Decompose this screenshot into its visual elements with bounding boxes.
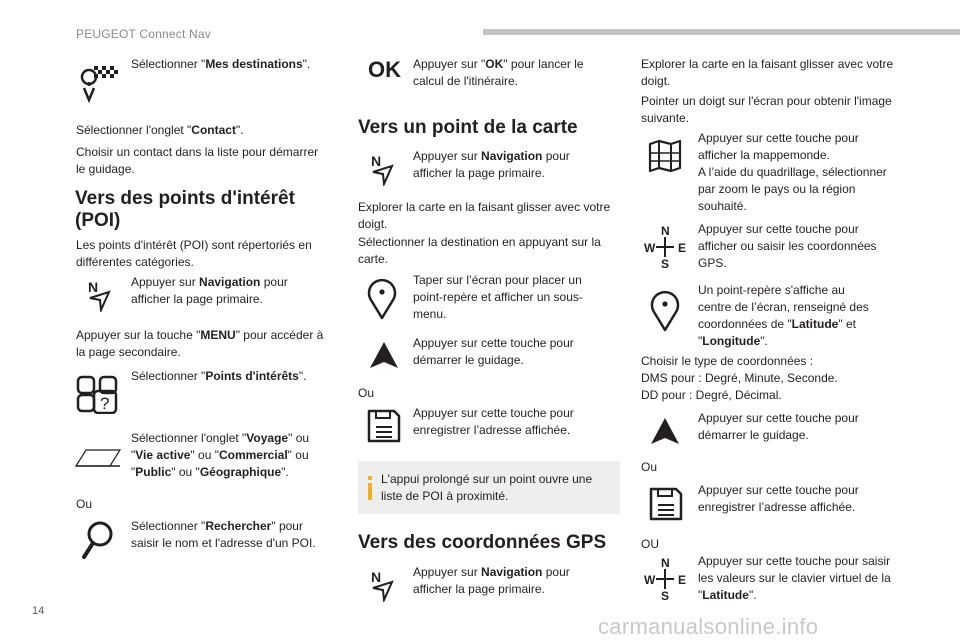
svg-text:S: S [661, 257, 670, 270]
point-finger-text: Pointer un doigt sur l'écran pour obtenir l'image suivante. [641, 94, 892, 125]
press-ok-text: Appuyer sur "OK" pour lancer le calcul de l'itinéraire. [413, 57, 584, 88]
svg-text:N: N [371, 153, 382, 169]
compass-coordinates-icon [643, 224, 687, 270]
coordinate-type-text: Choisir le type de coordonnées : DMS pour : Degré, Minute, Seconde. DD pour : Degré, Décimal. [641, 354, 838, 402]
marker-displayed-text: Un point-repère s'affiche au centre de l’écran, renseigné des coordonnées de "Latitude" et "Longitude". [698, 283, 869, 348]
start-guidance-text-2: Appuyer sur cette touche pour démarrer le guidage. [698, 411, 859, 442]
navigation-north-arrow-icon [368, 568, 398, 602]
save-disk-icon [648, 486, 684, 522]
world-map-text: Appuyer sur cette touche pour afficher la mappemonde. A l’aide du quadrillage, sélectionner par zoom le pays ou la région souhaité. [698, 131, 887, 213]
press-navigation-text-3: Appuyer sur Navigation pour afficher la page primaire. [413, 565, 570, 596]
or-text-1: Ou [76, 497, 93, 511]
navigation-north-arrow-icon [85, 278, 115, 312]
gps-section-heading: Vers des coordonnées GPS [358, 532, 607, 553]
save-address-text-2: Appuyer sur cette touche pour enregistrer l’adresse affichée. [698, 483, 859, 514]
svg-text:?: ? [100, 394, 110, 413]
info-note-text: L'appui prolongé sur un point ouvre une liste de POI à proximité. [381, 472, 593, 503]
start-guidance-arrow-icon [368, 340, 400, 370]
svg-text:E: E [678, 241, 687, 255]
select-category-tab-text: Sélectionner l'onglet "Voyage" ou "Vie active" ou "Commercial" ou "Public" ou "Géographique". [131, 431, 310, 479]
svg-text:N: N [88, 279, 99, 295]
select-poi-text: Sélectionner "Points d'intérêts". [131, 369, 307, 383]
ok-button-icon: OK [368, 57, 401, 82]
poi-section-heading: Vers des points d'intérêt (POI) [75, 188, 295, 231]
start-guidance-arrow-icon [649, 416, 681, 446]
or-text-4: OU [641, 537, 659, 551]
watermark: carmanualsonline.info [598, 614, 819, 639]
info-note-box [358, 461, 620, 514]
explore-map-text-1: Explorer la carte en la faisant glisser avec votre doigt. [358, 200, 611, 231]
save-disk-icon [366, 408, 402, 444]
save-address-text-1: Appuyer sur cette touche pour enregistrer l’adresse affichée. [413, 406, 574, 437]
press-navigation-text-1: Appuyer sur Navigation pour afficher la page primaire. [131, 275, 288, 306]
select-search-text: Sélectionner "Rechercher" pour saisir le nom et l'adresse d'un POI. [131, 519, 316, 550]
gps-coordinates-text: Appuyer sur cette touche pour afficher ou saisir les coordonnées GPS. [698, 222, 877, 270]
world-map-grid-icon [647, 138, 683, 174]
page-number: 14 [32, 605, 45, 617]
select-destination-text: Sélectionner la destination en appuyant sur la carte. [358, 235, 601, 266]
navigation-north-arrow-icon [368, 152, 398, 186]
map-point-section-heading: Vers un point de la carte [358, 117, 578, 138]
or-text-2: Ou [358, 386, 375, 400]
svg-text:N: N [371, 569, 382, 585]
svg-text:E: E [678, 573, 687, 587]
svg-text:W: W [644, 241, 656, 255]
running-header: PEUGEOT Connect Nav [76, 27, 211, 41]
select-contact-tab-text: Sélectionner l'onglet "Contact". [76, 123, 244, 137]
svg-text:W: W [644, 573, 656, 587]
poi-categories-text: Les points d'intérêt (POI) sont répertoriés en différentes catégories. [76, 238, 312, 269]
svg-text:N: N [661, 556, 670, 570]
choose-contact-text: Choisir un contact dans la liste pour démarrer le guidage. [76, 145, 319, 176]
press-menu-key-text: Appuyer sur la touche "MENU" pour accéder à la page secondaire. [76, 328, 324, 359]
enter-latitude-text: Appuyer sur cette touche pour saisir les valeurs sur le clavier virtuel de la "Latitude". [698, 554, 891, 602]
explore-map-text-2: Explorer la carte en la faisant glisser avec votre doigt. [641, 57, 894, 88]
points-of-interest-icon [76, 374, 122, 414]
tab-shape-icon [74, 446, 122, 468]
start-guidance-text-1: Appuyer sur cette touche pour démarrer le guidage. [413, 336, 574, 367]
press-navigation-text-2: Appuyer sur Navigation pour afficher la page primaire. [413, 149, 570, 180]
map-pin-icon [366, 276, 398, 320]
select-my-destinations-text: Sélectionner "Mes destinations". [131, 57, 311, 71]
svg-text:S: S [661, 589, 670, 602]
search-magnifier-icon [80, 520, 116, 562]
svg-text:N: N [661, 224, 670, 238]
destination-flag-pin-icon [80, 64, 120, 104]
tap-screen-text: Taper sur l’écran pour placer un point-repère et afficher un sous- menu. [413, 273, 583, 321]
map-pin-icon [649, 288, 681, 332]
info-icon [368, 476, 372, 500]
or-text-3: Ou [641, 460, 658, 474]
header-rule [483, 29, 960, 35]
compass-coordinates-icon [643, 556, 687, 602]
